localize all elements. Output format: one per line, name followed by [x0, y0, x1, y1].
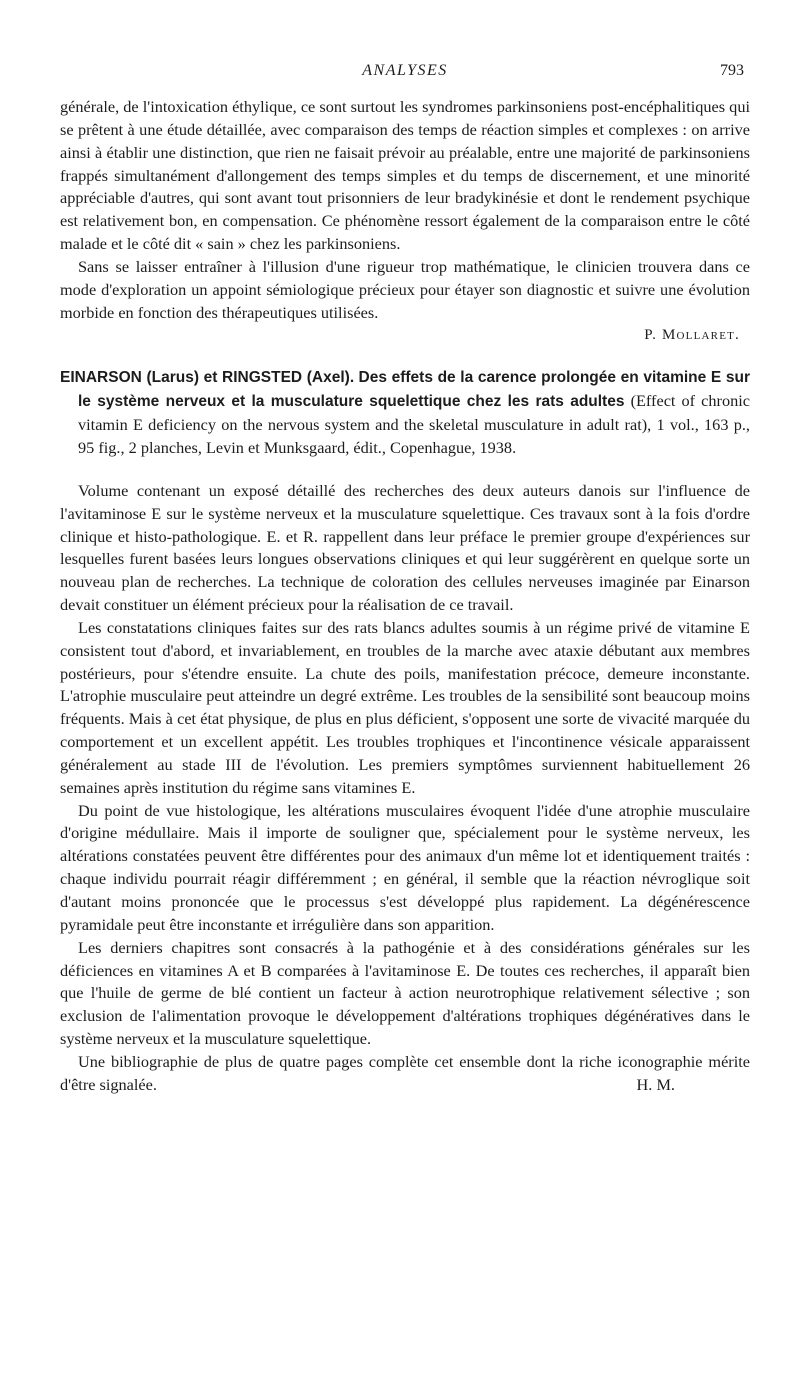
previous-review-continuation: [60, 96, 750, 346]
review-paragraph-1: Volume contenant un exposé détaillé des recherches des deux auteurs danois sur l'influence de l'avitaminose E sur le système nerveux et la musculature squelettique. Ces travaux sont à la fois d'ordre clinique et histo-pathologique. E. et R. rappellent dans leur préface le premier groupe d'expériences sur lesquelles furent basées leurs longues observations cliniques et qui leur suggérèrent en quelque sorte un nouveau plan de recherches. La technique de coloration des cellules nerveuses imaginée par Einarson devait constituer un élément précieux pour la réalisation de ce travail.: [60, 480, 750, 615]
review-paragraph-5: [60, 1051, 750, 1097]
running-head: [60, 62, 750, 88]
review-paragraph-4: Les derniers chapitres sont consacrés à la pathogénie et à des considérations générales sur les déficiences en vitamines A et B comparées à l'avitaminose E. De toutes ces recherches, il apparaît bien que l'huile de germe de blé contient un facteur à action neurotrophique relativement sélective ; son exclusion de l'alimentation provoque le développement d'altérations trophiques dégénératives dans le système nerveux et la musculature squelettique.: [60, 937, 750, 1049]
journal-page: [60, 62, 750, 1097]
previous-review-signature: P. Mollaret.: [644, 327, 740, 344]
page-number: 793: [720, 62, 744, 79]
previous-review-paragraph-2: Sans se laisser entraîner à l'illusion d'une rigueur trop mathématique, le clinicien trouvera dans ce mode d'exploration un appoint sémiologique précieux pour étayer son diagnostic et suivre une évolution morbide en fonction des thérapeutiques utilisées.: [60, 256, 750, 322]
review-title: Des effets de la carence prolongée en vitamine E sur le système nerveux et la musculature squelettique chez les rats adultes: [78, 369, 750, 411]
review-citation: (Effect of chronic vitamin E deficiency on the nervous system and the skeletal musculature in adult rat), 1 vol., 163 p., 95 fig., 2 planches, Levin et Munksgaard, édit., Copenhague, 1938.: [78, 391, 750, 457]
review-paragraph-5-text: Une bibliographie de plus de quatre pages complète cet ensemble dont la riche iconographie mérite d'être signalée.: [60, 1051, 750, 1094]
running-title: ANALYSES: [362, 62, 448, 79]
review-authors: EINARSON (Larus) et RINGSTED (Axel).: [60, 369, 355, 387]
review-signature: H. M.: [636, 1074, 675, 1094]
previous-review-paragraph-1: générale, de l'intoxication éthylique, ce sont surtout les syndromes parkinsoniens post-encéphalitiques qui se prêtent à une étude détaillée, avec comparaison des temps de réaction simples et complexes : on arrive ainsi à établir une distinction, que rien ne faisait prévoir au préalable, entre une majorité de parkinsoniens frappés simultanément d'allongement des temps simples et du temps de discernement, et une minorité appréciable d'autres, qui sont avant tout prisonniers de leur bradykinésie et dont le rendement psychique est relativement bon, en compensation. Ce phénomène ressort également de la comparaison entre le côté malade et le côté dit « sain » chez les parkinsoniens.: [60, 97, 750, 254]
review-body: [60, 480, 750, 1097]
review-paragraph-3: Du point de vue histologique, les altérations musculaires évoquent l'idée d'une atrophie musculaire d'origine médullaire. Mais il importe de souligner que, spécialement pour le système nerveux, les altérations constatées peuvent être différentes pour des animaux d'un même lot et identiquement traités : chaque individu pourrait réagir différemment ; en général, il semble que la réaction névroglique soit d'autant moins prononcée que le processus s'est développé plus rapidement. La dégénérescence pyramidale peut être inconstante et irrégulière dans son apparition.: [60, 800, 750, 934]
review-paragraph-2: Les constatations cliniques faites sur des rats blancs adultes soumis à un régime privé de vitamine E consistent tout d'abord, et invariablement, en troubles de la marche avec ataxie débutant aux membres postérieurs, pour s'étendre ensuite. La chute des poils, manifestation précoce, demeure inconstante. L'atrophie musculaire peut atteindre un degré extrême. Les troubles de la sensibilité sont beaucoup moins fréquents. Mais à cet état physique, de plus en plus déficient, s'opposent une sorte de vivacité marquée du comportement et un excellent appétit. Les troubles trophiques et l'incontinence vésicale apparaissent généralement au stade III de l'évolution. Les premiers symptômes surviennent habituellement 26 semaines après institution du régime sans vitamines E.: [60, 617, 750, 797]
review-header: [60, 366, 750, 459]
